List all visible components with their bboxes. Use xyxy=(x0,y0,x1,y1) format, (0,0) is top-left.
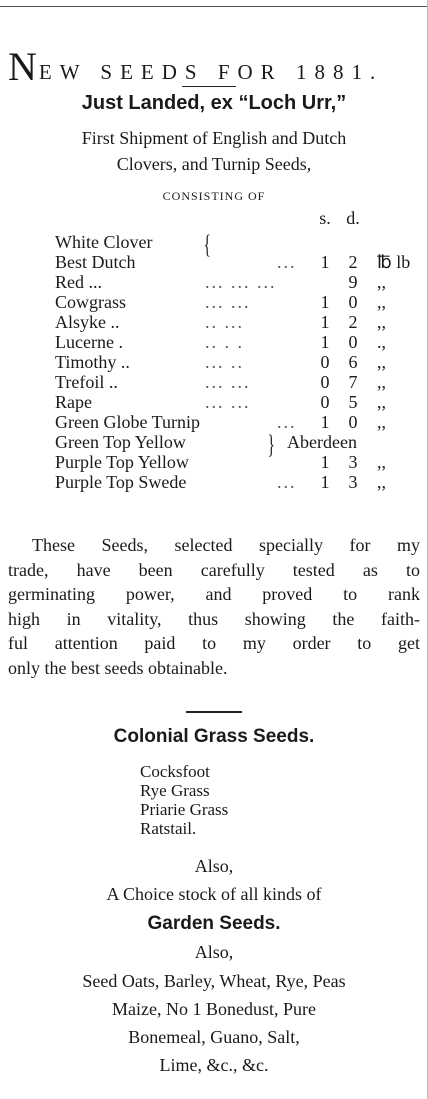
headline-text: EW SEEDS FOR 1881. xyxy=(38,60,384,84)
leader-dots: ... ... xyxy=(205,372,251,392)
seed-name: Lucerne . xyxy=(55,332,123,352)
price-shillings: 0 xyxy=(320,372,330,392)
leader-dots: ... ... xyxy=(205,392,251,412)
paragraph-line: trade, have been carefully tested as to xyxy=(8,559,420,580)
price-shillings: 0 xyxy=(320,352,330,372)
price-unit: ., xyxy=(377,332,386,352)
price-unit: ,, xyxy=(377,412,386,432)
headline-rule xyxy=(182,86,236,87)
price-pence: 0 xyxy=(348,292,358,312)
price-unit: ,, xyxy=(377,392,386,412)
price-shillings: 1 xyxy=(320,252,330,272)
price-pence: 3 xyxy=(348,452,358,472)
price-pence: 6 xyxy=(348,352,358,372)
seed-name: Purple Top Yellow xyxy=(55,452,189,472)
seed-name: Cowgrass xyxy=(55,292,126,312)
seed-name: Rape xyxy=(55,392,92,412)
top-rule xyxy=(0,6,428,7)
price-unit: ,, xyxy=(377,312,386,332)
headline xyxy=(8,44,420,89)
paragraph-line: These Seeds, selected specially for my xyxy=(32,535,420,555)
price-pence: 5 xyxy=(348,392,358,412)
price-shillings: 1 xyxy=(320,332,330,352)
seed-name: White Clover xyxy=(55,232,153,252)
list-item: Ratstail. xyxy=(140,819,197,838)
list-item: Cocksfoot xyxy=(140,762,210,781)
seed-name: Timothy .. xyxy=(55,352,130,372)
brace-right: } xyxy=(267,430,275,459)
garden-title: Garden Seeds. xyxy=(147,913,281,934)
closing-line: Seed Oats, Barley, Wheat, Rye, Peas xyxy=(82,971,346,991)
price-pence: 9 xyxy=(348,272,358,292)
list-item: Priarie Grass xyxy=(140,800,229,819)
also-label: Also, xyxy=(194,856,234,876)
price-unit: ,, xyxy=(377,352,386,372)
price-unit: ,, xyxy=(377,452,386,472)
leader-dots: .. ... xyxy=(205,312,244,332)
price-shillings: 1 xyxy=(320,452,330,472)
price-pence: 0 xyxy=(348,412,358,432)
leader-dots: ... xyxy=(277,252,297,272)
price-shillings: 1 xyxy=(320,292,330,312)
paragraph-line: only the best seeds obtainable. xyxy=(8,657,228,678)
aberdeen-note: Aberdeen xyxy=(287,432,357,452)
seed-name: Alsyke .. xyxy=(55,312,120,332)
seed-name: Purple Top Swede xyxy=(55,472,187,492)
price-unit: ℔ lb xyxy=(377,252,411,272)
price-unit: ,, xyxy=(377,472,386,492)
list-item: Rye Grass xyxy=(140,781,210,800)
paragraph-line: ful attention paid to my order to get xyxy=(8,633,420,654)
leader-dots: .. . . xyxy=(205,332,244,352)
grass-list xyxy=(140,762,228,838)
price-unit: ,, xyxy=(377,372,386,392)
leader-dots: ... ... xyxy=(205,292,251,312)
pence-header: d. xyxy=(346,208,360,228)
leader-dots: ... ... ... xyxy=(205,272,277,292)
price-pence: 2 xyxy=(348,252,358,272)
subhead: Just Landed, ex “Loch Urr,” xyxy=(81,92,347,114)
also-label-2: Also, xyxy=(194,942,234,962)
description-paragraph xyxy=(8,533,420,681)
leader-dots: ... .. xyxy=(205,352,244,372)
leader-dots: ... xyxy=(277,472,297,492)
price-shillings: 1 xyxy=(320,312,330,332)
brace-left: { xyxy=(203,230,211,259)
price-shillings: 1 xyxy=(320,412,330,432)
price-pence: 3 xyxy=(348,472,358,492)
leader-dots: ... xyxy=(277,412,297,432)
section-rule xyxy=(186,711,242,713)
seed-name: Trefoil .. xyxy=(55,372,118,392)
closing-line: Maize, No 1 Bonedust, Pure xyxy=(112,999,316,1019)
shillings-header: s. xyxy=(319,208,331,228)
closing-line: Bonemeal, Guano, Salt, xyxy=(128,1027,300,1047)
paragraph-line: germinating power, and proved to rank xyxy=(8,584,420,605)
seed-name: Green Top Yellow xyxy=(55,432,186,452)
closing-line: Lime, &c., &c. xyxy=(159,1055,269,1075)
price-pence: 0 xyxy=(348,332,358,352)
price-shillings: 0 xyxy=(320,392,330,412)
choice-stock: A Choice stock of all kinds of xyxy=(106,884,322,904)
price-pence: 2 xyxy=(348,312,358,332)
consisting-label: CONSISTING OF xyxy=(162,189,266,203)
price-unit: ,, xyxy=(377,272,386,292)
seed-name: Green Globe Turnip xyxy=(55,412,200,432)
price-pence: 7 xyxy=(348,372,358,392)
headline-dropcap: N xyxy=(8,44,37,89)
intro-line-2: Clovers, and Turnip Seeds, xyxy=(116,154,312,174)
colonial-title: Colonial Grass Seeds. xyxy=(113,726,315,747)
seed-name: Best Dutch xyxy=(55,252,136,272)
price-shillings: 1 xyxy=(320,472,330,492)
price-unit: ,, xyxy=(377,292,386,312)
intro-line-1: First Shipment of English and Dutch xyxy=(81,128,347,148)
seed-name: Red ... xyxy=(55,272,102,292)
paragraph-line: high in vitality, thus showing the faith- xyxy=(8,608,420,629)
